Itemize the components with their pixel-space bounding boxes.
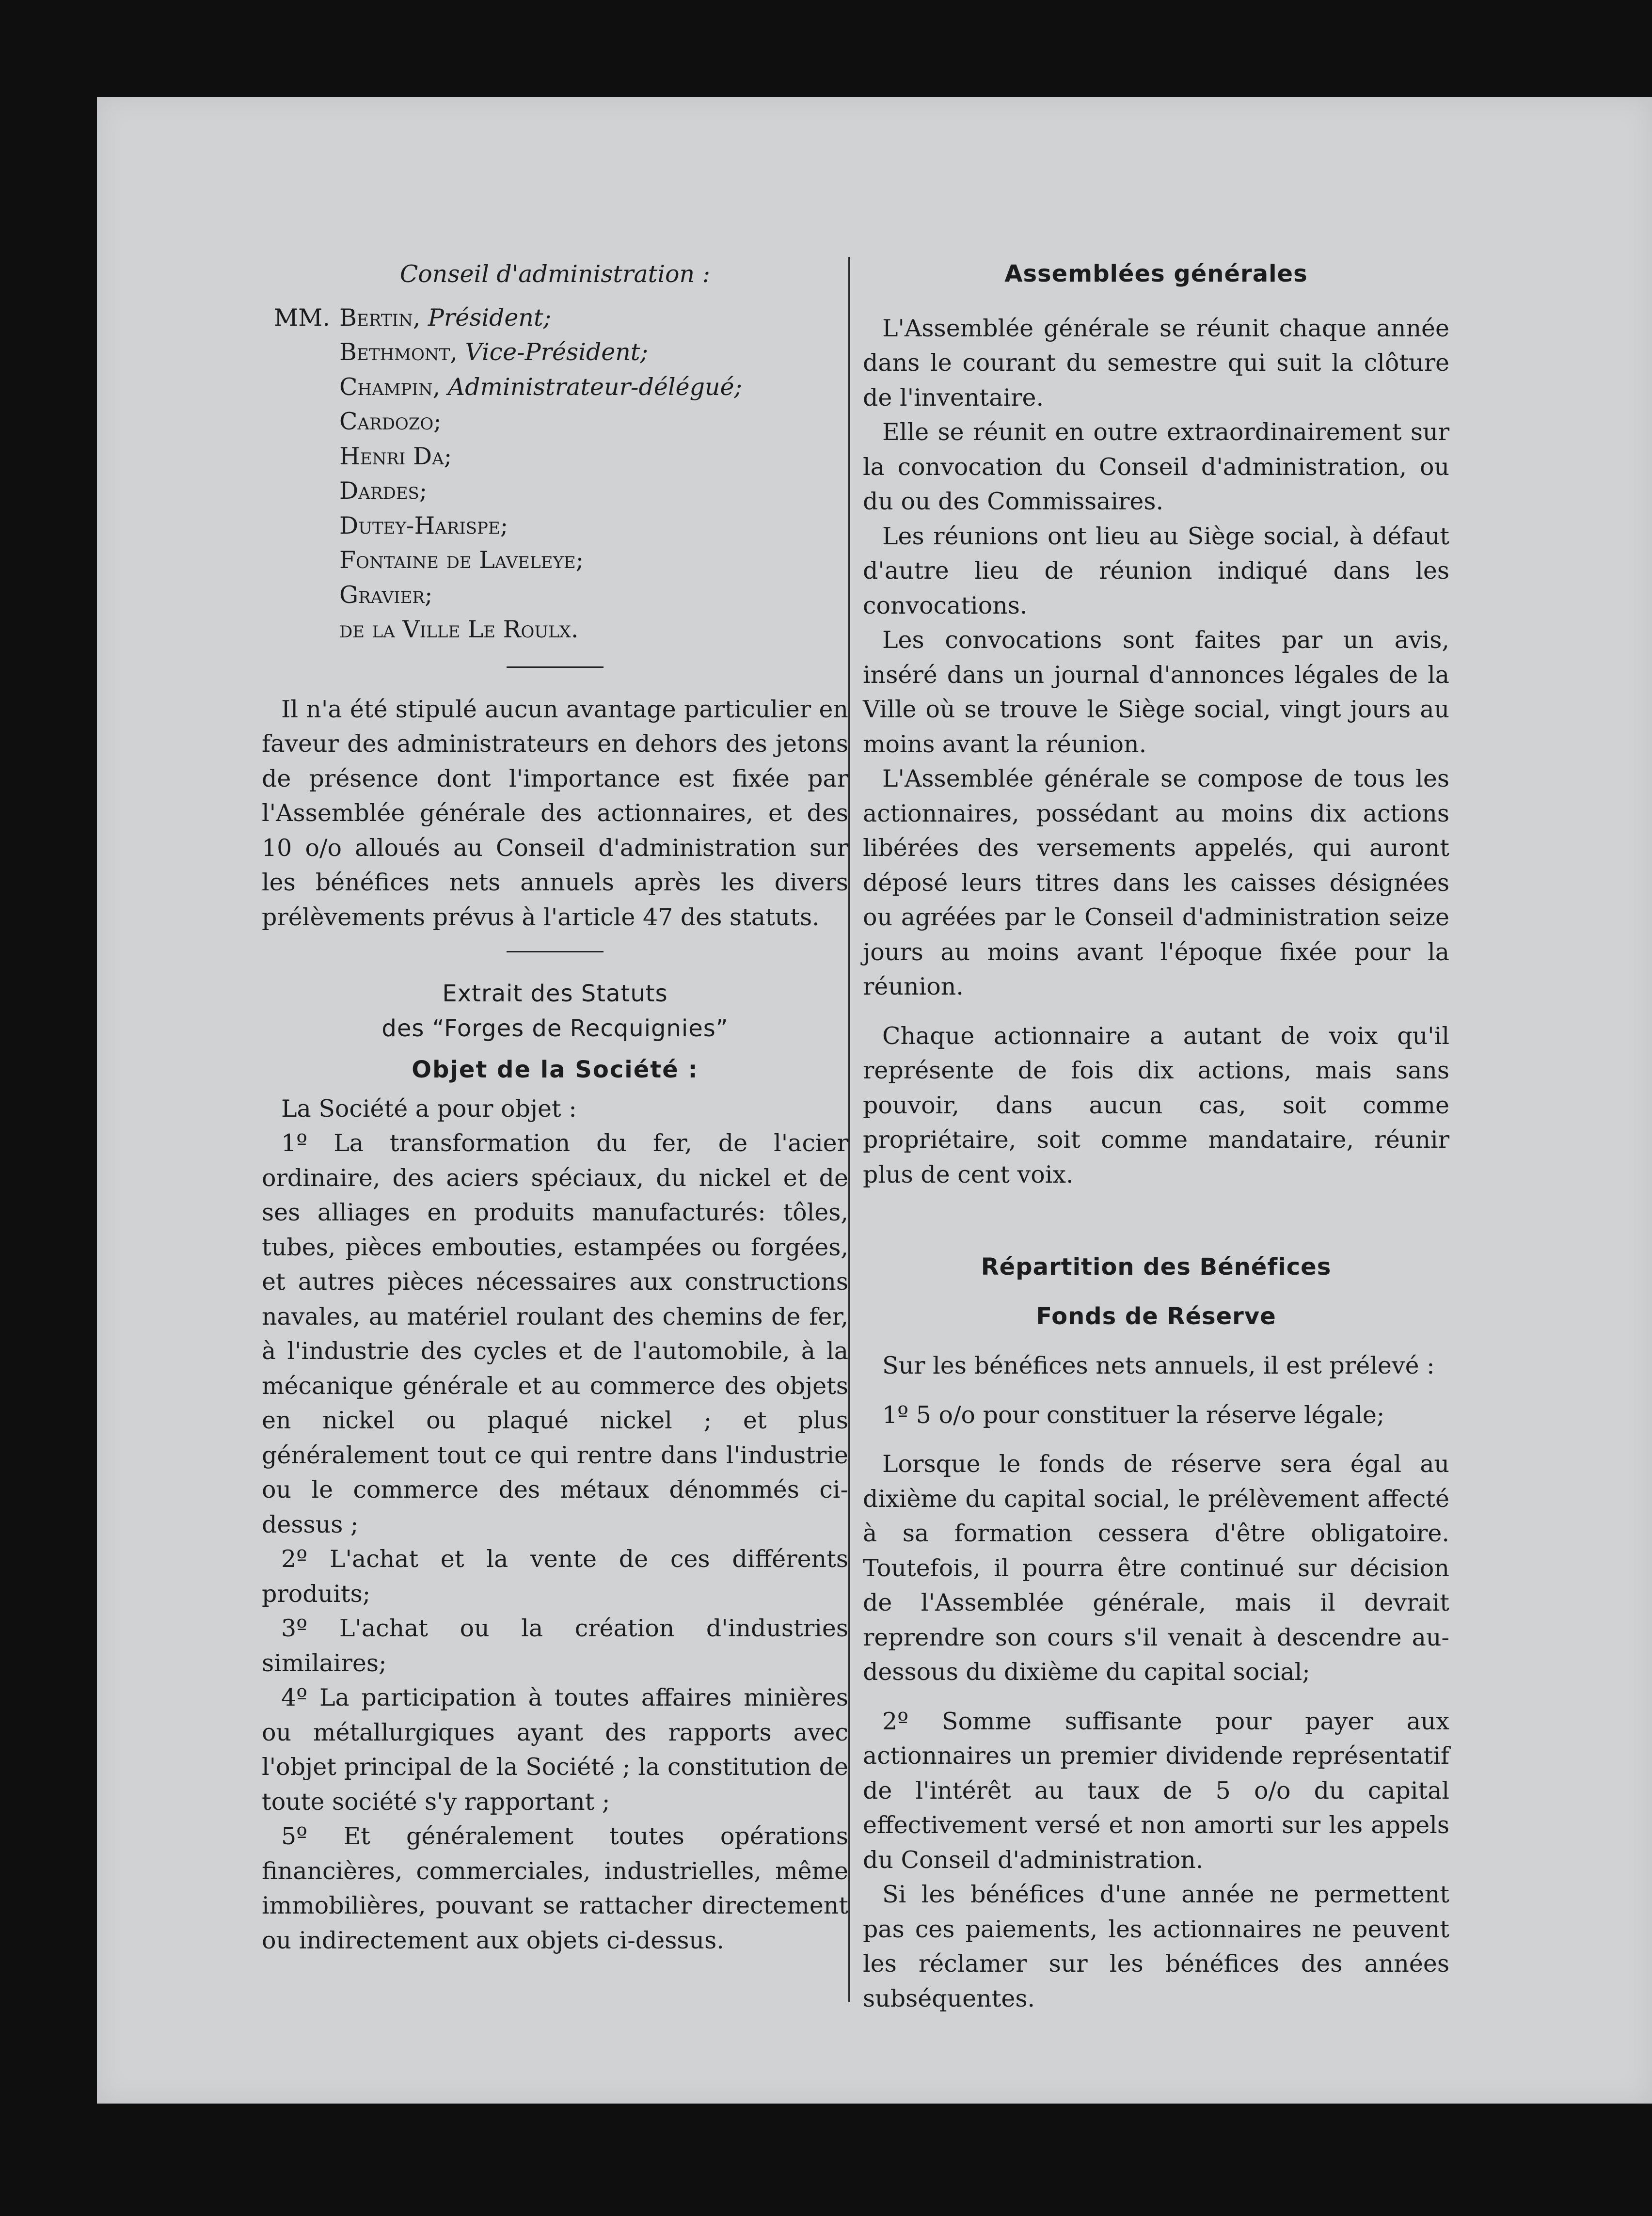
admin-name: Fontaine de Laveleye; bbox=[339, 546, 584, 574]
admin-row bbox=[262, 474, 848, 508]
assemblees-paragraph: Elle se réunit en outre extraordinairement sur la convocation du Conseil d'administration, ou du ou des Commissaires. bbox=[863, 418, 1449, 515]
avantage-paragraph: Il n'a été stipulé aucun avantage particulier en faveur des administrateurs en dehors des jetons de présence dont l'importance est fixée par l'Assemblée générale des actionnaires, et des 10 o/o alloués au Conseil d'administration sur les bénéfices nets annuels après les divers prélèvements prévus à l'article 47 des statuts. bbox=[262, 695, 848, 931]
section-rule bbox=[507, 666, 604, 668]
admin-name: Bethmont, bbox=[339, 338, 458, 366]
admin-name: Dardes; bbox=[339, 477, 428, 505]
repartition-paragraph: 2º Somme suffisante pour payer aux actionnaires un premier dividende représentatif de l'intérêt au taux de 5 o/o du capital effectivement versé et non amorti sur les appels du Conseil d'administration. bbox=[863, 1707, 1449, 1874]
objet-intro: La Société a pour objet : bbox=[281, 1094, 577, 1123]
admin-row bbox=[262, 370, 848, 405]
admin-row bbox=[262, 439, 848, 474]
extrait-subheading: des “Forges de Recquignies” bbox=[381, 1014, 729, 1042]
admin-name: Bertin, bbox=[339, 303, 421, 332]
extrait-heading: Extrait des Statuts bbox=[442, 980, 668, 1007]
objet-item: 3º L'achat ou la création d'industries similaires; bbox=[262, 1615, 848, 1677]
objet-item: 2º L'achat et la vente de ces différents produits; bbox=[262, 1545, 848, 1608]
admin-name: Henri Da; bbox=[339, 442, 452, 470]
admin-row bbox=[262, 335, 848, 370]
objet-heading: Objet de la Société : bbox=[412, 1056, 699, 1083]
repartition-paragraph: Si les bénéfices d'une année ne permettent pas ces paiements, les actionnaires ne peuvent les réclamer sur les bénéfices des années subséquentes. bbox=[863, 1881, 1449, 2012]
objet-item: 5º Et généralement toutes opérations financières, commerciales, industrielles, même immobilières, pouvant se rattacher directement ou indirectement aux objets ci-dessus. bbox=[262, 1822, 848, 1954]
section-rule bbox=[507, 951, 604, 952]
admin-row bbox=[262, 578, 848, 613]
admin-name: Cardozo; bbox=[339, 408, 442, 435]
objet-item: 4º La participation à toutes affaires minières ou métallurgiques ayant des rapports avec l'objet principal de la Société ; la constitution de toute société s'y rapportant ; bbox=[262, 1684, 848, 1816]
admin-row bbox=[262, 508, 848, 543]
repartition-paragraph: 1º 5 o/o pour constituer la réserve légale; bbox=[882, 1401, 1385, 1429]
admin-row bbox=[262, 543, 848, 578]
admin-role: Administrateur-délégué; bbox=[447, 373, 743, 401]
assemblees-paragraph: Chaque actionnaire a autant de voix qu'il représente de fois dix actions, mais sans pouvoir, dans aucun cas, soit comme propriétaire, soit comme mandataire, réunir plus de cent voix. bbox=[863, 1022, 1449, 1188]
admin-list bbox=[262, 301, 848, 647]
admin-name: Gravier; bbox=[339, 581, 433, 609]
admin-row bbox=[262, 612, 848, 647]
assemblees-paragraph: L'Assemblée générale se réunit chaque année dans le courant du semestre qui suit la clôture de l'inventaire. bbox=[863, 314, 1449, 412]
assemblees-paragraph: Les réunions ont lieu au Siège social, à défaut d'autre lieu de réunion indiqué dans les convocations. bbox=[863, 522, 1449, 619]
admin-row bbox=[262, 404, 848, 439]
assemblees-paragraph: Les convocations sont faites par un avis, inséré dans un journal d'annonces légales de la Ville où se trouve le Siège social, vingt jours au moins avant la réunion. bbox=[863, 626, 1449, 758]
fonds-heading: Fonds de Réserve bbox=[1036, 1302, 1276, 1330]
conseil-title: Conseil d'administration : bbox=[399, 260, 711, 288]
admin-name: Champin, bbox=[339, 373, 441, 401]
admin-name: Dutey-Harispe; bbox=[339, 511, 508, 539]
admin-role: Vice-Président; bbox=[465, 338, 648, 366]
column-divider bbox=[848, 257, 850, 2002]
admin-prefix: MM. bbox=[274, 303, 330, 332]
document-page bbox=[97, 97, 1652, 2104]
assemblees-paragraph: L'Assemblée générale se compose de tous les actionnaires, possédant au moins dix actions libérées des versements appelés, qui auront déposé leurs titres dans les caisses désignées ou agréées par le Conseil d'administration seize jours au moins avant l'époque fixée pour la réunion. bbox=[863, 765, 1449, 1000]
assemblees-heading: Assemblées générales bbox=[1004, 260, 1308, 287]
right-column bbox=[863, 257, 1449, 2016]
left-column bbox=[262, 257, 848, 1958]
admin-name: de la Ville Le Roulx. bbox=[339, 616, 579, 643]
admin-role: Président; bbox=[428, 303, 552, 332]
repartition-heading: Répartition des Bénéfices bbox=[981, 1253, 1332, 1281]
objet-item: 1º La transformation du fer, de l'acier ordinaire, des aciers spéciaux, du nickel et de ses alliages en produits manufacturés: tôles, tubes, pièces embouties, estampées ou forgées, et autres pièces nécessaires aux constructions navales, au matériel roulant des chemins de fer, à l'industrie des cycles et de l'automobile, à la mécanique générale et au commerce des objets en nickel ou plaqué nickel ; et plus généralement tout ce qui rentre dans l'industrie ou le commerce des métaux dénommés ci-dessus ; bbox=[262, 1129, 848, 1538]
repartition-paragraph: Lorsque le fonds de réserve sera égal au dixième du capital social, le prélèvement affecté à sa formation cessera d'être obligatoire. Toutefois, il pourra être continué sur décision de l'Assemblée générale, mais il devrait reprendre son cours s'il venait à descendre au-dessous du dixième du capital social; bbox=[863, 1450, 1449, 1686]
admin-row bbox=[262, 301, 848, 335]
repartition-paragraph: Sur les bénéfices nets annuels, il est prélevé : bbox=[882, 1352, 1435, 1379]
